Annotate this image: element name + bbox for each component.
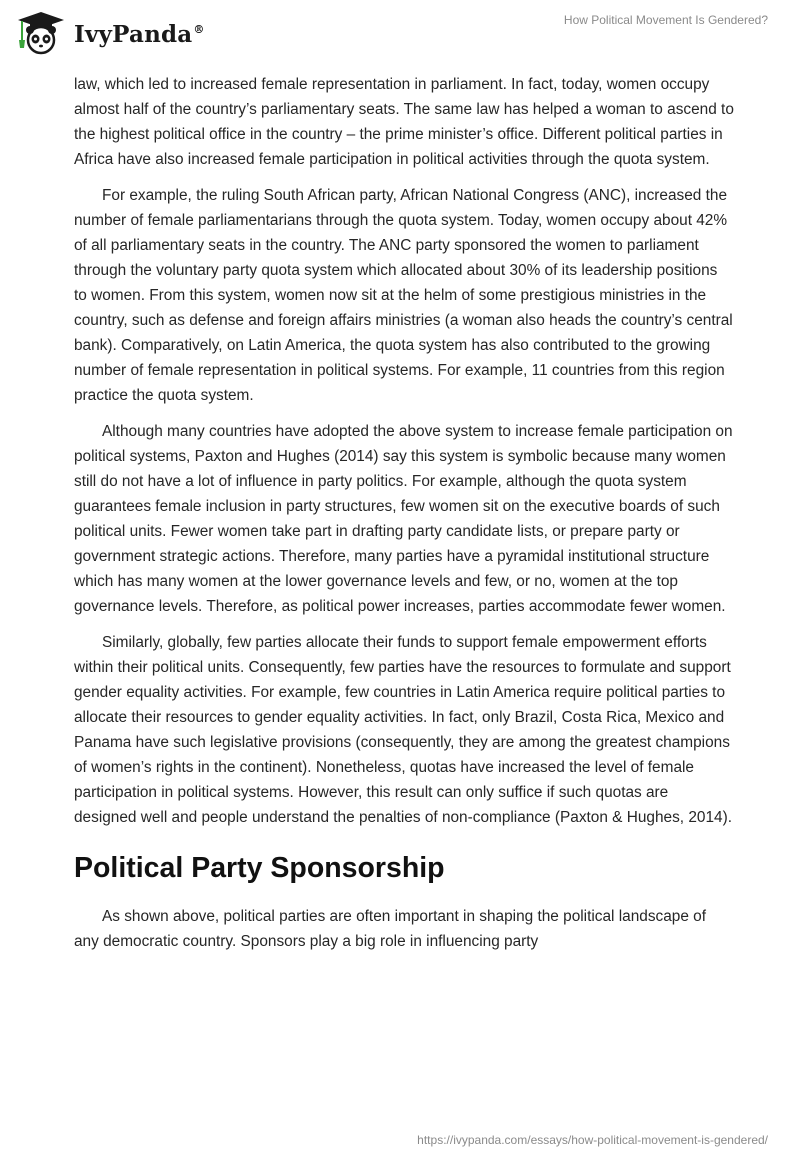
ivypanda-logo[interactable] bbox=[14, 10, 205, 56]
paragraph: Although many countries have adopted the above system to increase female participation on political systems, Paxton and Hughes (2014) say this system is symbolic because many women still do not have a lot of influence in party politics. For example, although the quota system guarantees female inclusion in party structures, few women sit on the executive boards of such political units. Fewer women take part in drafting party candidate lists, or prepare party or government strategic actions. Therefore, many parties have a pyramidal institutional structure which has many women at the lower governance levels and few, or no, women at the top governance levels. Therefore, as political power increases, parties accommodate fewer women. bbox=[74, 423, 733, 615]
source-url[interactable]: https://ivypanda.com/essays/how-political-movement-is-gendered/ bbox=[417, 1133, 768, 1147]
section-heading: Political Party Sponsorship bbox=[74, 852, 445, 884]
paragraph: As shown above, political parties are often important in shaping the political landscape of any democratic country. Sponsors play a big role in influencing party bbox=[74, 908, 707, 950]
logo-text: IvyPanda® bbox=[74, 20, 205, 48]
document-title: How Political Movement Is Gendered? bbox=[563, 13, 768, 27]
panda-graduate-icon bbox=[14, 10, 68, 56]
registered-mark: ® bbox=[193, 22, 205, 36]
paragraph-continuation: law, which led to increased female representation in parliament. In fact, today, women occupy almost half of the country’s parliamentary seats. The same law has helped a woman to ascend to the highest political office in the country – the prime minister’s office. Different political parties in Africa have also increased female participation in political activities through the quota system. bbox=[74, 76, 734, 168]
paragraph: For example, the ruling South African party, African National Congress (ANC), increased the number of female parliamentarians through the quota system. Today, women occupy about 42% of all parliamentary seats in the country. The ANC party sponsored the women to parliament through the voluntary party quota system which allocated about 30% of its leadership positions to women. From this system, women now sit at the helm of some prestigious ministries in the country, such as defense and foreign affairs ministries (a woman also heads the country’s central bank). Comparatively, on Latin America, the quota system has also contributed to the growing number of female representation in political systems. For example, 11 countries from this region practice the quota system. bbox=[74, 187, 733, 404]
paragraph: Similarly, globally, few parties allocate their funds to support female empowerment efforts within their political units. Consequently, few parties have the resources to formulate and support gender equality activities. For example, few countries in Latin America require political parties to allocate their resources to gender equality activities. In fact, only Brazil, Costa Rica, Mexico and Panama have such legislative provisions (consequently, they are among the greatest champions of women’s rights in the continent). Nonetheless, quotas have increased the level of female participation in political systems. However, this result can only suffice if such quotas are designed well and people understand the penalties of non-compliance (Paxton & Hughes, 2014). bbox=[74, 634, 732, 826]
essay-content bbox=[74, 72, 734, 965]
page-header bbox=[0, 0, 800, 70]
